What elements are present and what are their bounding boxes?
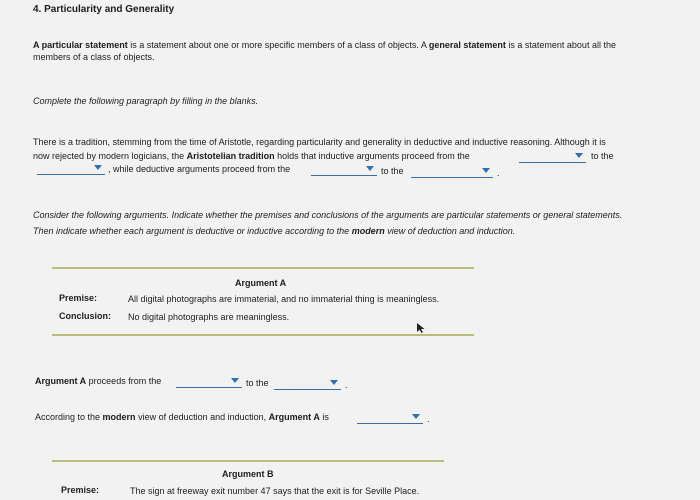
modern-question-d: Argument A <box>268 412 320 422</box>
consider-text-2c: view of deduction and induction. <box>384 226 516 236</box>
modern-question-period: . <box>427 414 430 424</box>
definitions-text-2: is a statement about all the <box>505 40 616 50</box>
argument-b-top-rule <box>52 460 444 462</box>
paragraph-period: . <box>497 168 500 178</box>
consider-line-1: Consider the following arguments. Indicate whether the premises and conclusions of the arguments are particular statements or general statements. <box>33 210 623 220</box>
argument-a-to-the: to the <box>246 378 269 388</box>
argument-a-conclusion: No digital photographs are meaningless. <box>128 312 290 322</box>
modern-question-a: According to the <box>35 412 103 422</box>
arrow-cursor-icon <box>416 322 426 334</box>
section-title: 4. Particularity and Generality <box>33 4 175 15</box>
argument-b-title: Argument B <box>222 469 274 479</box>
modern-question-e: is <box>319 412 329 422</box>
definitions-line-2: members of a class of objects. <box>33 52 155 62</box>
definitions-text-1: is a statement about one or more specific members of a class of objects. A <box>127 40 429 50</box>
consider-line-2 <box>33 226 515 236</box>
argument-b-premise-label: Premise: <box>61 485 100 495</box>
argument-a-proceeds-period: . <box>345 380 348 390</box>
argument-a-title: Argument A <box>235 278 287 288</box>
triangle-down-icon <box>231 378 239 383</box>
argument-a-conclusion-label: Conclusion: <box>59 311 111 321</box>
paragraph-to-the-1: to the <box>591 151 614 161</box>
aristotelian-tradition-term: Aristotelian tradition <box>186 151 275 161</box>
consider-text-2a: Then indicate whether each argument is deductive or inductive according to the <box>33 226 352 236</box>
argument-a-type-dropdown[interactable] <box>357 412 423 424</box>
modern-question-c: view of deduction and induction, <box>135 412 269 422</box>
argument-a-premise-label: Premise: <box>59 293 98 303</box>
triangle-down-icon <box>366 166 374 171</box>
modern-term: modern <box>351 226 385 236</box>
particular-statement-term: A particular statement <box>33 40 128 50</box>
paragraph-line-1: There is a tradition, stemming from the time of Aristotle, regarding particularity and generality in deductive and inductive reasoning. Although it is <box>33 137 606 147</box>
argument-a-bottom-rule <box>52 334 474 336</box>
argument-a-modern-question <box>35 412 329 422</box>
triangle-down-icon <box>94 165 102 170</box>
general-statement-term: general statement <box>428 40 506 50</box>
deductive-from-dropdown[interactable] <box>311 164 377 176</box>
paragraph-text-2c: holds that inductive arguments proceed from the <box>274 151 470 161</box>
argument-b-premise: The sign at freeway exit number 47 says that the exit is for Seville Place. <box>130 486 420 496</box>
argument-a-proceeds <box>35 376 161 386</box>
paragraph-line-3a: , while deductive arguments proceed from the <box>108 164 291 174</box>
argument-a-proceeds-text: proceeds from the <box>86 376 162 386</box>
argument-a-to-dropdown[interactable] <box>274 378 341 390</box>
fill-instruction: Complete the following paragraph by filling in the blanks. <box>33 96 259 106</box>
argument-a-top-rule <box>52 267 474 269</box>
inductive-to-dropdown[interactable] <box>37 163 105 175</box>
modern-question-b: modern <box>102 412 136 422</box>
triangle-down-icon <box>412 414 420 419</box>
definitions-line-1 <box>33 40 616 50</box>
inductive-from-dropdown[interactable] <box>519 151 586 163</box>
argument-a-premise: All digital photographs are immaterial, and no immaterial thing is meaningless. <box>128 294 440 304</box>
argument-a-from-dropdown[interactable] <box>176 376 242 388</box>
triangle-down-icon <box>330 380 338 385</box>
paragraph-to-the-2: to the <box>381 166 404 176</box>
triangle-down-icon <box>482 168 490 173</box>
triangle-down-icon <box>575 153 583 158</box>
deductive-to-dropdown[interactable] <box>411 166 493 178</box>
paragraph-text-2a: now rejected by modern logicians, the <box>33 151 187 161</box>
argument-a-proceeds-label: Argument A <box>35 376 87 386</box>
paragraph-line-2 <box>33 151 470 161</box>
